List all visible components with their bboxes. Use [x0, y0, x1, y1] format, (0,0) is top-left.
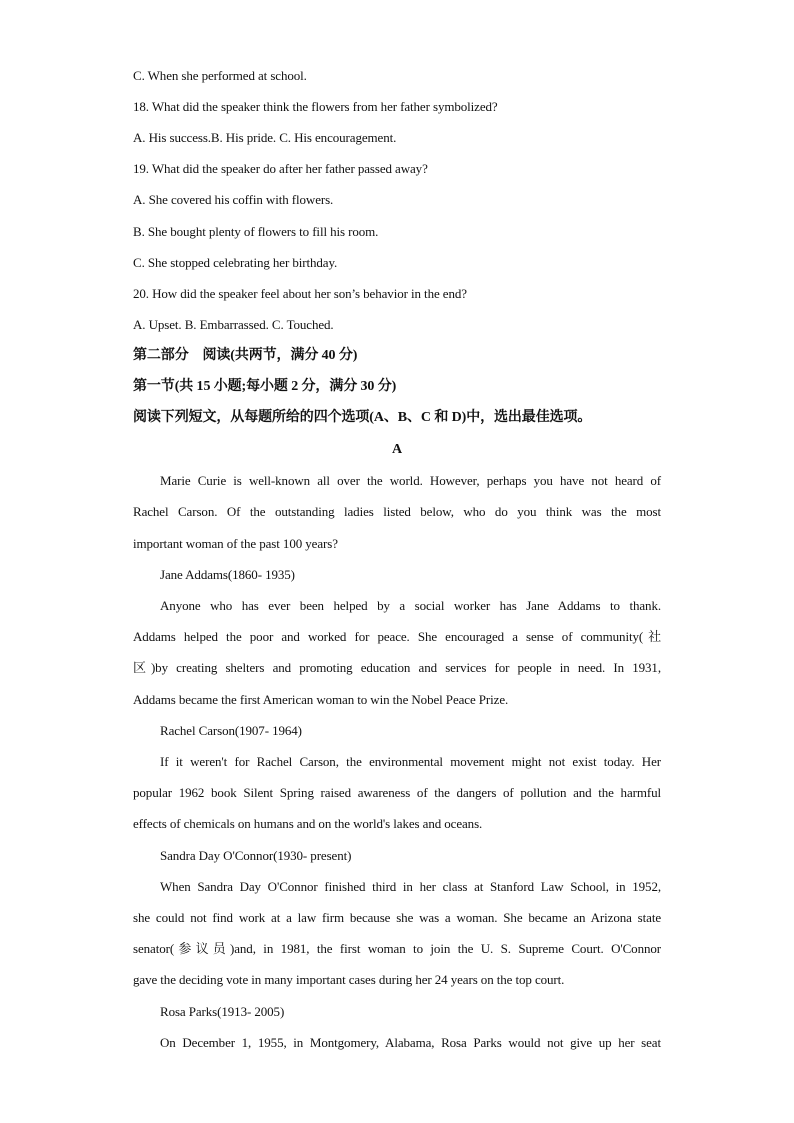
paragraph-line: Addams helped the poor and worked for peace. She encouraged a sense of community(社	[133, 629, 661, 644]
person-heading-carson: Rachel Carson(1907- 1964)	[160, 723, 302, 738]
instructions: 阅读下列短文，从每题所给的四个选项(A、B、C 和 D)中，选出最佳选项。	[133, 410, 592, 425]
paragraph-line: senator(参议员)and, in 1981, the first woman to join the U. S. Supreme Court. O'Connor	[133, 941, 661, 956]
question-20: 20. How did the speaker feel about her son’s behavior in the end?	[133, 286, 467, 301]
paragraph-line: popular 1962 book Silent Spring raised awareness of the dangers of pollution and the harmful	[133, 785, 661, 800]
paragraph-line: 区)by creating shelters and promoting education and services for people in need. In 1931,	[133, 660, 661, 675]
person-heading-oconnor: Sandra Day O'Connor(1930- present)	[160, 848, 352, 863]
question-19: 19. What did the speaker do after her father passed away?	[133, 161, 428, 176]
paragraph-line: important woman of the past 100 years?	[133, 536, 338, 551]
part-heading: 第二部分 阅读(共两节，满分 40 分)	[133, 348, 358, 363]
passage-label: A	[391, 442, 402, 457]
answer-option-17c: C. When she performed at school.	[133, 68, 307, 83]
answer-options-18: A. His success.B. His pride. C. His encouragement.	[133, 130, 397, 145]
answer-option-19a: A. She covered his coffin with flowers.	[133, 192, 334, 207]
paragraph-line: On December 1, 1955, in Montgomery, Alabama, Rosa Parks would not give up her seat	[160, 1035, 661, 1050]
answer-options-20: A. Upset. B. Embarrassed. C. Touched.	[133, 317, 334, 332]
person-heading-addams: Jane Addams(1860- 1935)	[160, 567, 295, 582]
paragraph-line: effects of chemicals on humans and on the world's lakes and oceans.	[133, 816, 483, 831]
paragraph-line: If it weren't for Rachel Carson, the environmental movement might not exist today. Her	[160, 754, 661, 769]
answer-option-19b: B. She bought plenty of flowers to fill his room.	[133, 224, 379, 239]
paragraph-line: gave the deciding vote in many important cases during her 24 years on the top court.	[133, 972, 565, 987]
paragraph-line: Addams became the first American woman to win the Nobel Peace Prize.	[133, 692, 509, 707]
section-heading: 第一节(共 15 小题;每小题 2 分，满分 30 分)	[133, 379, 397, 394]
paragraph-line: Rachel Carson. Of the outstanding ladies listed below, who do you think was the most	[133, 504, 661, 519]
paragraph-line: When Sandra Day O'Connor finished third in her class at Stanford Law School, in 1952,	[160, 879, 661, 894]
person-heading-parks: Rosa Parks(1913- 2005)	[160, 1004, 285, 1019]
answer-option-19c: C. She stopped celebrating her birthday.	[133, 255, 338, 270]
paragraph-line: she could not find work at a law firm because she was a woman. She became an Arizona state	[133, 910, 661, 925]
question-18: 18. What did the speaker think the flowers from her father symbolized?	[133, 99, 498, 114]
paragraph-line: Marie Curie is well-known all over the world. However, perhaps you have not heard of	[160, 473, 661, 488]
paragraph-line: Anyone who has ever been helped by a social worker has Jane Addams to thank.	[160, 598, 661, 613]
